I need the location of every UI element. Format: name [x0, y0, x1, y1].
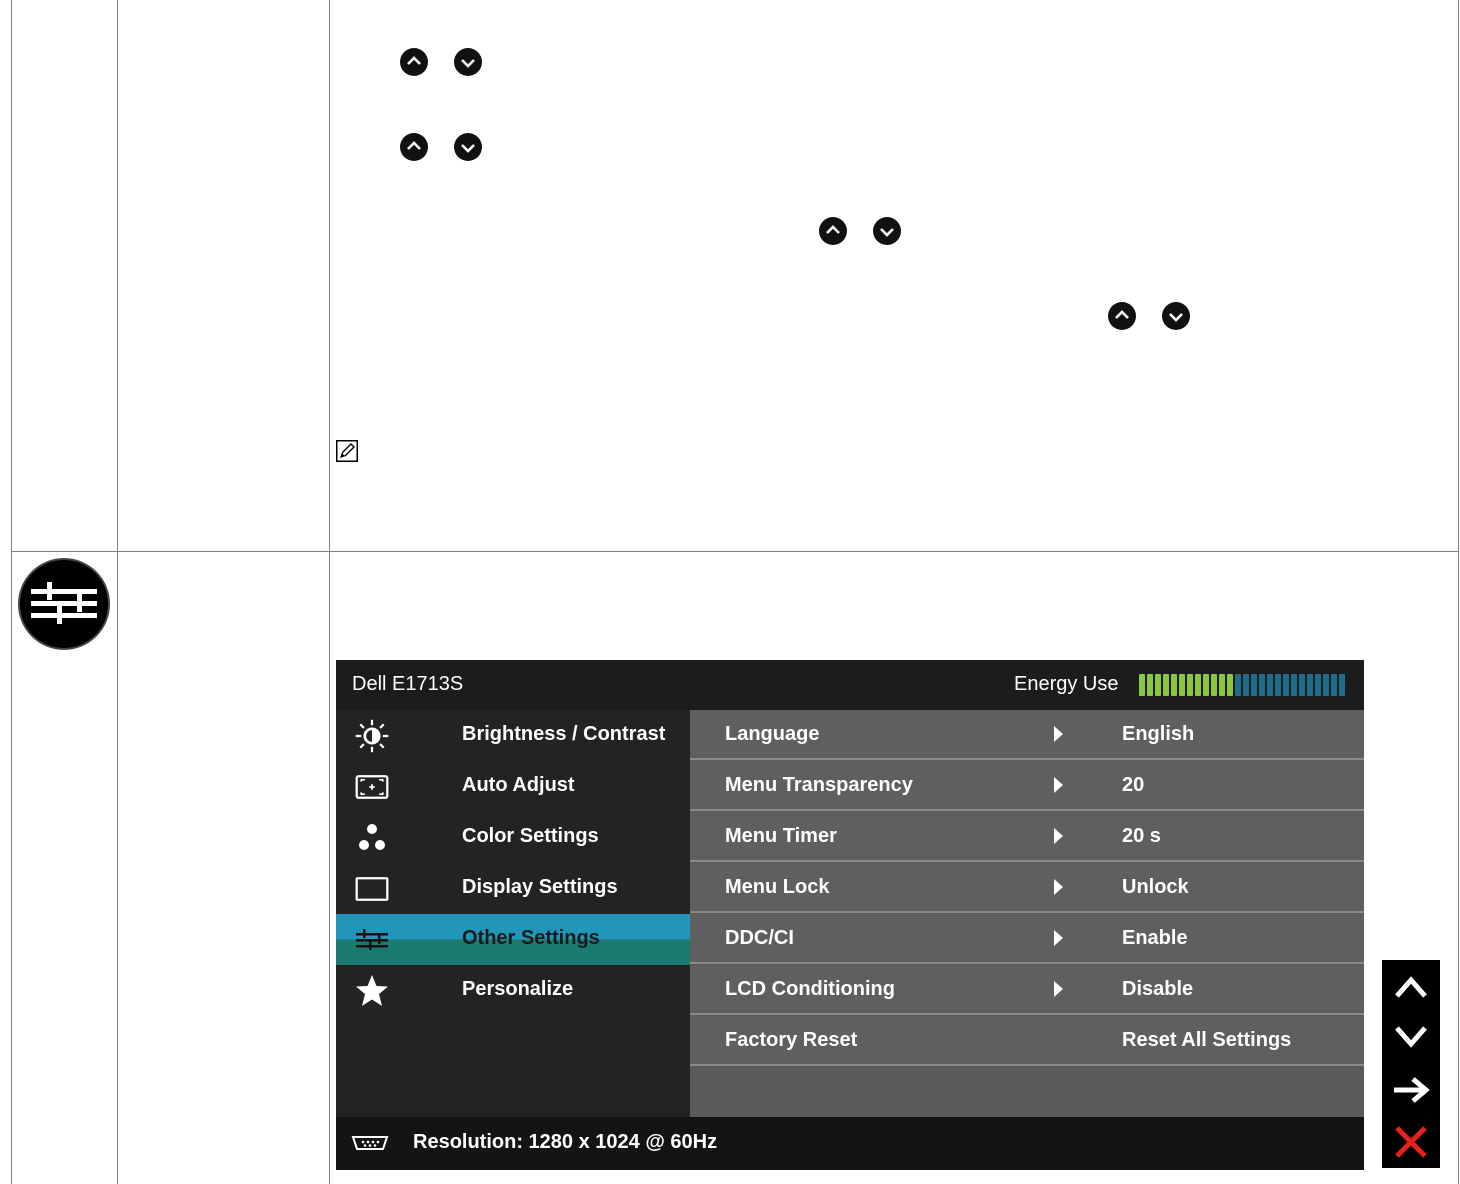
nav-up-icon[interactable] — [1382, 960, 1440, 1012]
energy-bar-segment — [1187, 674, 1193, 696]
setting-name: DDC/CI — [725, 927, 794, 949]
setting-arrow-cell — [1027, 710, 1073, 758]
setting-row-lcd-conditioning[interactable] — [690, 965, 1364, 1015]
display-settings-icon — [354, 871, 390, 907]
setting-row-menu-lock[interactable] — [690, 863, 1364, 913]
menu-item-display-settings[interactable] — [336, 863, 690, 914]
energy-bar-segment — [1219, 674, 1225, 696]
energy-bar-segment — [1291, 674, 1297, 696]
setting-value-cell — [1073, 965, 1364, 1013]
energy-bar-segment — [1331, 674, 1337, 696]
menu-item-label: Auto Adjust — [462, 774, 575, 796]
energy-bar-segment — [1227, 674, 1233, 696]
menu-item-label: Personalize — [462, 978, 574, 1000]
table-border-col1 — [117, 0, 118, 1184]
setting-arrow-cell — [1027, 965, 1073, 1013]
nav-right-icon[interactable] — [1382, 1064, 1440, 1116]
energy-bar-segment — [1299, 674, 1305, 696]
setting-value: 20 — [1122, 774, 1145, 796]
settings-panel — [690, 710, 1364, 1117]
sliders-icon — [354, 922, 390, 958]
energy-bar-segment — [1163, 674, 1169, 696]
setting-value-cell — [1073, 812, 1364, 860]
table-border-col2 — [329, 0, 330, 1184]
setting-value-cell — [1073, 761, 1364, 809]
note-pencil-icon — [336, 440, 358, 462]
down-arrow-icon — [873, 217, 901, 245]
energy-bar-segment — [1323, 674, 1329, 696]
menu-item-brightness-contrast[interactable] — [336, 710, 690, 761]
nav-exit-icon[interactable] — [1382, 1116, 1440, 1168]
energy-meter — [1139, 674, 1347, 696]
energy-bar-segment — [1147, 674, 1153, 696]
submenu-arrow-icon — [1054, 726, 1063, 742]
energy-bar-segment — [1251, 674, 1257, 696]
setting-name: Menu Lock — [725, 876, 830, 898]
menu-item-label: Display Settings — [462, 876, 618, 898]
submenu-arrow-icon — [1054, 879, 1063, 895]
menu-item-label: Other Settings — [462, 927, 600, 949]
energy-bar-segment — [1339, 674, 1345, 696]
energy-bar-segment — [1171, 674, 1177, 696]
setting-arrow-cell — [1027, 812, 1073, 860]
setting-value-cell — [1073, 710, 1364, 758]
down-arrow-icon — [1162, 302, 1190, 330]
setting-value: Disable — [1122, 978, 1194, 1000]
submenu-arrow-icon — [1054, 777, 1063, 793]
setting-row-ddc-ci[interactable] — [690, 914, 1364, 964]
osd-menu — [336, 660, 1364, 1170]
setting-arrow-cell — [1027, 914, 1073, 962]
osd-footer — [336, 1117, 1364, 1170]
setting-value: Reset All Settings — [1122, 1029, 1292, 1051]
submenu-arrow-icon — [1054, 930, 1063, 946]
setting-value: 20 s — [1122, 825, 1161, 847]
setting-name: Language — [725, 723, 820, 745]
setting-name: LCD Conditioning — [725, 978, 895, 1000]
up-arrow-icon — [400, 133, 428, 161]
energy-use-label: Energy Use — [1014, 673, 1119, 695]
setting-arrow-cell — [1027, 1016, 1073, 1064]
setting-name: Factory Reset — [725, 1029, 858, 1051]
setting-name: Menu Timer — [725, 825, 837, 847]
energy-bar-segment — [1283, 674, 1289, 696]
setting-value: Enable — [1122, 927, 1188, 949]
energy-bar-segment — [1259, 674, 1265, 696]
energy-bar-segment — [1267, 674, 1273, 696]
setting-arrow-cell — [1027, 761, 1073, 809]
submenu-arrow-icon — [1054, 828, 1063, 844]
setting-arrow-cell — [1027, 863, 1073, 911]
setting-row-language[interactable] — [690, 710, 1364, 760]
energy-bar-segment — [1243, 674, 1249, 696]
osd-header — [336, 660, 1364, 710]
up-arrow-icon — [1108, 302, 1136, 330]
menu-item-auto-adjust[interactable] — [336, 761, 690, 812]
main-menu — [336, 710, 690, 1117]
down-arrow-icon — [454, 48, 482, 76]
setting-row-menu-transparency[interactable] — [690, 761, 1364, 811]
setting-value-cell — [1073, 863, 1364, 911]
energy-bar-segment — [1307, 674, 1313, 696]
nav-down-icon[interactable] — [1382, 1012, 1440, 1064]
other-settings-icon — [18, 558, 110, 650]
energy-bar-segment — [1315, 674, 1321, 696]
energy-bar-segment — [1275, 674, 1281, 696]
setting-value: Unlock — [1122, 876, 1189, 898]
down-arrow-icon — [454, 133, 482, 161]
energy-bar-segment — [1195, 674, 1201, 696]
table-border-right — [1458, 0, 1459, 1184]
table-row-divider — [11, 551, 1459, 552]
table-border-left — [11, 0, 12, 1184]
osd-model-title: Dell E1713S — [352, 673, 464, 695]
setting-row-menu-timer[interactable] — [690, 812, 1364, 862]
up-arrow-icon — [819, 217, 847, 245]
osd-nav-buttons — [1382, 960, 1440, 1168]
energy-bar-segment — [1155, 674, 1161, 696]
setting-row-factory-reset[interactable] — [690, 1016, 1364, 1066]
menu-item-personalize[interactable] — [336, 965, 690, 1016]
menu-item-other-settings[interactable] — [336, 914, 690, 965]
energy-bar-segment — [1139, 674, 1145, 696]
resolution-text: Resolution: 1280 x 1024 @ 60Hz — [413, 1131, 718, 1153]
star-icon — [354, 973, 390, 1009]
energy-bar-segment — [1203, 674, 1209, 696]
menu-item-label: Color Settings — [462, 825, 599, 847]
setting-value-cell — [1073, 914, 1364, 962]
color-settings-icon — [354, 820, 390, 856]
menu-item-color-settings[interactable] — [336, 812, 690, 863]
auto-adjust-icon — [354, 769, 390, 805]
brightness-icon — [354, 718, 390, 754]
menu-item-label: Brightness / Contrast — [462, 723, 666, 745]
setting-value: English — [1122, 723, 1195, 745]
energy-bar-segment — [1179, 674, 1185, 696]
up-arrow-icon — [400, 48, 428, 76]
submenu-arrow-icon — [1054, 981, 1063, 997]
energy-bar-segment — [1211, 674, 1217, 696]
energy-bar-segment — [1235, 674, 1241, 696]
vga-connector-icon — [350, 1133, 390, 1153]
setting-name: Menu Transparency — [725, 774, 913, 796]
